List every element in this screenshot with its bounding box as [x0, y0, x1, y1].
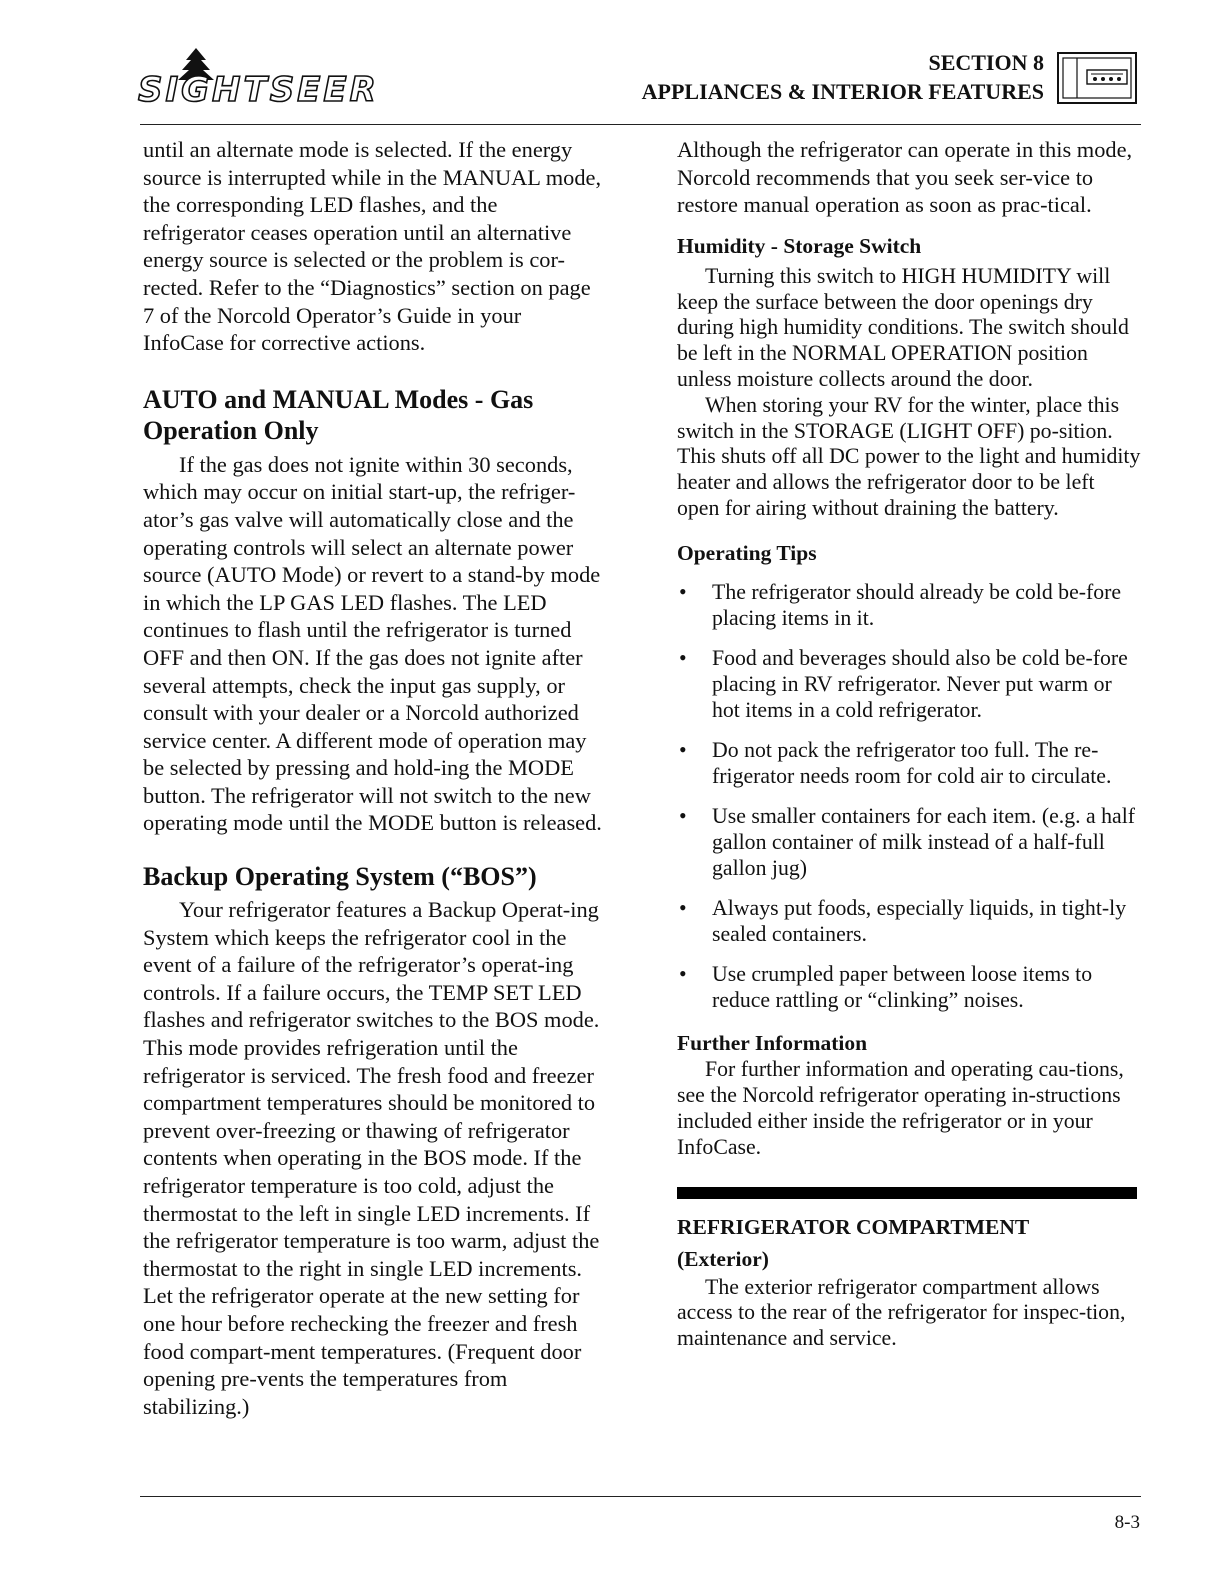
- list-item: [677, 738, 1141, 790]
- right-column: [677, 136, 1141, 1352]
- heading-operating-tips: Operating Tips: [677, 540, 817, 565]
- bullet-icon: •: [679, 804, 687, 829]
- paragraph: If the gas does not ignite within 30 seconds, which may occur on initial start-up, the refriger-ator’s gas valve will automatically close and the operating controls will select an alternate power source (AUTO Mode) or revert to a stand-by mode in which the LP GAS LED flashes. The LED continues to flash until the refrigerator is turned OFF and then ON. If the gas does not ignite after several attempts, check the input gas supply, or consult with your dealer or a Norcold authorized service center. A different mode of operation may be selected by pressing and hold-ing the MODE button. The refrigerator will not switch to the new operating mode until the MODE button is released.: [143, 451, 602, 836]
- bullet-icon: •: [679, 579, 687, 604]
- section-label: SECTION 8: [928, 50, 1044, 75]
- logo-wordmark: SIGHTSEER: [138, 70, 379, 110]
- heading-humidity-storage-switch: Humidity - Storage Switch: [677, 233, 922, 258]
- left-column: [143, 136, 603, 1420]
- list-item-text: Food and beverages should also be cold be-fore placing in RV refrigerator. Never put warm or hot items in a cold refrigerator.: [712, 645, 1128, 722]
- list-item-text: Use smaller containers for each item. (e.g. a half gallon container of milk instead of a half-full gallon jug): [712, 804, 1136, 880]
- paragraph: For further information and operating cau-tions, see the Norcold refrigerator operating in-structions included either inside the refrigerator or in your InfoCase.: [677, 1057, 1124, 1159]
- paragraph: Turning this switch to HIGH HUMIDITY will keep the surface between the door openings dry during high humidity conditions. The switch should be left in the NORMAL OPERATION position unless moisture collects around the door.: [677, 263, 1129, 391]
- list-item-text: Always put foods, especially liquids, in tight-ly sealed containers.: [712, 896, 1127, 946]
- heading-exterior: (Exterior): [677, 1246, 769, 1271]
- operating-tips-list: [677, 580, 1141, 1014]
- page-header: [0, 0, 1224, 130]
- section-divider-bar: [677, 1187, 1137, 1199]
- paragraph: until an alternate mode is selected. If the energy source is interrupted while in the MANUAL mode, the corresponding LED flashes, and the refrigerator ceases operation until an alternative energy source is selected or the problem is cor-rected. Refer to the “Diagnostics” section on page 7 of the Norcold Operator’s Guide in your InfoCase for corrective actions.: [143, 137, 602, 356]
- section-heading: [642, 48, 1044, 106]
- paragraph: The exterior refrigerator compartment allows access to the rear of the refrigerator for inspec-tion, maintenance and service.: [677, 1274, 1126, 1351]
- section-title: APPLIANCES & INTERIOR FEATURES: [641, 79, 1044, 104]
- footer-rule: [140, 1496, 1141, 1497]
- heading-auto-manual: AUTO and MANUAL Modes - Gas Operation Only: [143, 384, 534, 445]
- heading-further-information: Further Information: [677, 1031, 868, 1056]
- list-item: [677, 804, 1141, 881]
- heading-backup-operating-system: Backup Operating System (“BOS”): [143, 862, 537, 892]
- bullet-icon: •: [679, 737, 687, 762]
- sightseer-logo: [138, 48, 468, 110]
- bullet-icon: •: [679, 962, 687, 987]
- list-item-text: Do not pack the refrigerator too full. The re-frigerator needs room for cold air to circulate.: [712, 737, 1112, 788]
- list-item: [677, 580, 1141, 632]
- page-number: 8-3: [1114, 1512, 1140, 1533]
- paragraph: Although the refrigerator can operate in this mode, Norcold recommends that you seek ser-vice to restore manual operation as soon as prac-tical.: [677, 137, 1133, 218]
- list-item-text: Use crumpled paper between loose items to reduce rattling or “clinking” noises.: [712, 962, 1093, 1013]
- list-item: [677, 646, 1141, 723]
- header-rule: [140, 124, 1141, 125]
- list-item: [677, 962, 1141, 1014]
- heading-refrigerator-compartment: REFRIGERATOR COMPARTMENT: [677, 1214, 1030, 1239]
- list-item: [677, 896, 1141, 948]
- bullet-icon: •: [679, 896, 687, 921]
- paragraph: Your refrigerator features a Backup Operat-ing System which keeps the refrigerator cool in the event of a failure of the refrigerator’s operat-ing controls. If a failure occurs, the TEMP SET LED flashes and refrigerator switches to the BOS mode. This mode provides refrigeration until the refrigerator is serviced. The fresh food and freezer compartment temperatures should be monitored to prevent over-freezing or thawing of refrigerator contents when operating in the BOS mode. If the refrigerator temperature is too cold, adjust the thermostat to the left in single LED increments. If the refrigerator temperature is too warm, adjust the thermostat to the right in single LED increments. Let the refrigerator operate at the new setting for one hour before rechecking the freezer and fresh food compart-ment temperatures. (Frequent door opening pre-vents the temperatures from stabilizing.): [143, 897, 600, 1419]
- stove-icon: [1057, 52, 1137, 104]
- paragraph: When storing your RV for the winter, place this switch in the STORAGE (LIGHT OFF) po-sition. This shuts off all DC power to the light and humidity heater and allows the refrigerator door to be left open for airing without draining the battery.: [677, 392, 1141, 520]
- bullet-icon: •: [679, 645, 687, 670]
- list-item-text: The refrigerator should already be cold be-fore placing items in it.: [712, 579, 1122, 630]
